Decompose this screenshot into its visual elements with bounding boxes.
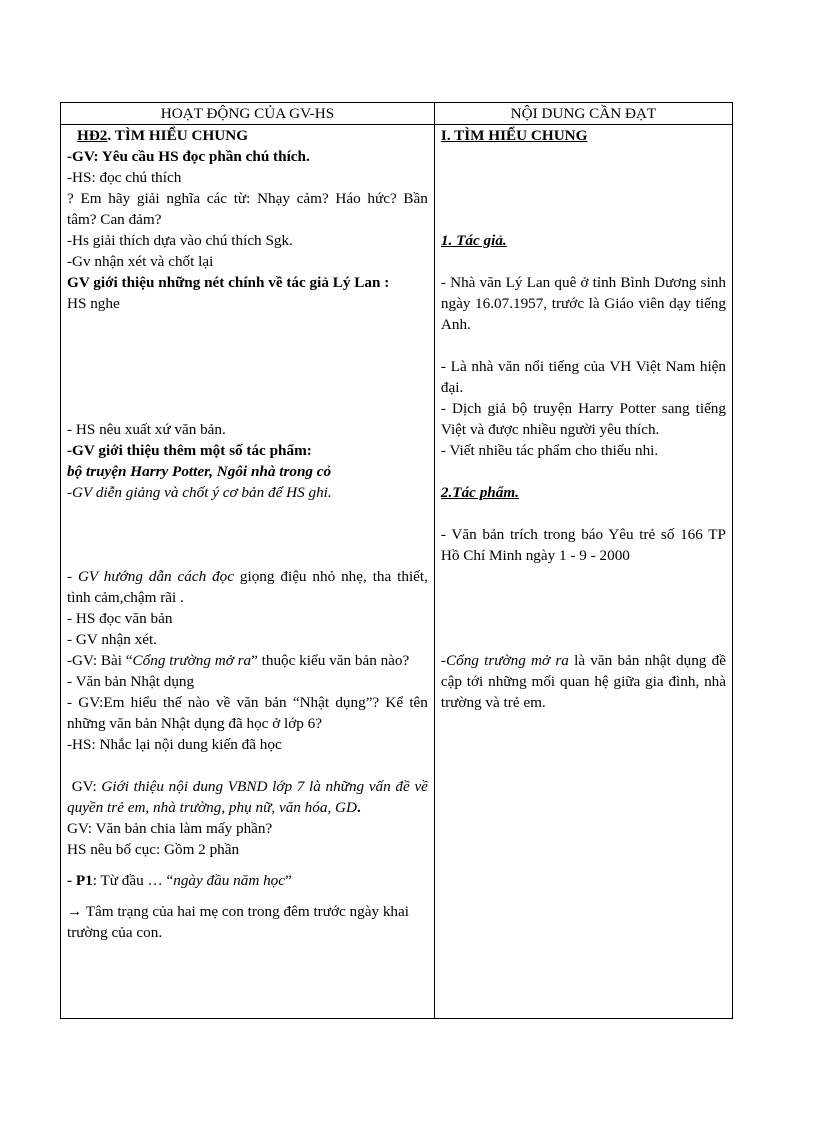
header-right: NỘI DUNG CẦN ĐẠT [434, 103, 732, 125]
header-left: HOẠT ĐỘNG CỦA GV-HS [61, 103, 435, 125]
left-line-part: Giới thiệu nội dung VBND lớp 7 là những vấn đề về quyền trẻ em, nhà trường, phụ nữ, văn hóa, GD [67, 778, 428, 816]
left-line-part: ” thuộc kiểu văn bản nào? [251, 652, 410, 669]
lesson-table [60, 102, 733, 1019]
left-line-part: Tâm trạng của hai mẹ con trong đêm trước ngày khai trường của con. [67, 903, 409, 941]
left-line: -GV: Yêu cầu HS đọc phần chú thích. [67, 148, 310, 165]
left-line-part: ” [285, 872, 292, 889]
left-line: -HS: đọc chú thích [67, 169, 182, 186]
left-line: -GV diễn giảng và chốt ý cơ bản để HS ghi. [67, 484, 332, 501]
left-line: HS nghe [67, 295, 120, 312]
right-line: - Là nhà văn nổi tiếng của VH Việt Nam hiện đại. [440, 358, 726, 396]
spacer [441, 251, 726, 272]
section-code: HĐ2 [77, 127, 108, 144]
author-subheading: 1. Tác giả. [440, 232, 507, 249]
left-line: - GV nhận xét. [67, 631, 157, 648]
activities-column [61, 125, 435, 1019]
right-line: - Văn bản trích trong báo Yêu trẻ số 166 TP Hồ Chí Minh ngày 1 - 9 - 2000 [440, 526, 726, 564]
left-line [67, 901, 428, 943]
left-line: - HS nêu xuất xứ văn bản. [67, 421, 226, 438]
spacer [441, 461, 726, 482]
left-line: - GV:Em hiểu thế nào về văn bản “Nhật dụng”? Kể tên những văn bản Nhật dụng đã học ở lớp 6? [67, 694, 428, 732]
left-line: bộ truyện Harry Potter, Ngôi nhà trong cỏ [67, 463, 332, 480]
left-line-part: ngày đầu năm học [173, 872, 286, 889]
left-line-part: . [357, 799, 361, 816]
section-heading [67, 125, 428, 146]
left-line-part: GV: [71, 778, 102, 795]
left-line-part: : Từ đầu … “ [92, 872, 174, 889]
spacer [67, 891, 428, 901]
right-line-part: là văn bản nhật dụng đề cập tới những mối quan hệ giữa gia đình, nhà trường và trẻ em. [440, 652, 726, 711]
right-line-part: -Cổng trường mở ra [440, 652, 569, 669]
left-line: ? Em hãy giải nghĩa các từ: Nhạy cảm? Háo hức? Bần tâm? Can đảm? [67, 190, 428, 228]
spacer [67, 860, 428, 870]
spacer [67, 314, 428, 419]
left-line-part: - GV hướng dẫn cách đọc [67, 568, 235, 585]
left-line-part: giọng điệu nhỏ nhẹ, tha thiết, tình cảm,chậm rãi . [67, 568, 428, 606]
table-header-row [61, 103, 733, 125]
left-line-part: -GV: Bài “ [67, 652, 133, 669]
spacer [67, 503, 428, 566]
spacer [67, 755, 428, 776]
left-line: - HS đọc văn bản [67, 610, 173, 627]
spacer [441, 566, 726, 650]
left-line [67, 776, 428, 818]
work-subheading: 2.Tác phẩm. [440, 484, 519, 501]
left-line: - Văn bản Nhật dụng [67, 673, 195, 690]
arrow-icon: → [67, 903, 83, 920]
left-line: -Gv nhận xét và chốt lại [67, 253, 214, 270]
table-body-row [61, 125, 733, 1019]
spacer [441, 335, 726, 356]
section-title: . TÌM HIỂU CHUNG [107, 127, 249, 144]
left-line: HS nêu bố cục: Gồm 2 phần [67, 841, 240, 858]
left-line [67, 566, 428, 608]
left-line-part: - P1 [67, 872, 93, 889]
spacer [441, 503, 726, 524]
left-line [67, 650, 428, 671]
right-line: - Viết nhiều tác phẩm cho thiếu nhi. [440, 442, 659, 459]
right-heading: I. TÌM HIỂU CHUNG [440, 127, 588, 144]
spacer [441, 146, 726, 230]
right-line [441, 650, 726, 713]
left-line: -GV giới thiệu thêm một số tác phẩm: [67, 442, 312, 459]
right-line: - Dịch giả bộ truyện Harry Potter sang tiếng Việt và được nhiều người yêu thích. [440, 400, 726, 438]
left-line: GV giới thiệu những nét chính về tác giả Lý Lan : [67, 274, 390, 291]
left-line: -HS: Nhắc lại nội dung kiến đã học [67, 736, 282, 753]
left-line [67, 870, 428, 891]
left-line: -Hs giải thích dựa vào chú thích Sgk. [67, 232, 293, 249]
right-line: - Nhà văn Lý Lan quê ở tỉnh Bình Dương sinh ngày 16.07.1957, trước là Giáo viên dạy tiếng Anh. [440, 274, 726, 333]
content-column [434, 125, 732, 1019]
left-line-part: Cổng trường mở ra [132, 652, 252, 669]
left-line: GV: Văn bản chia làm mấy phần? [67, 820, 273, 837]
